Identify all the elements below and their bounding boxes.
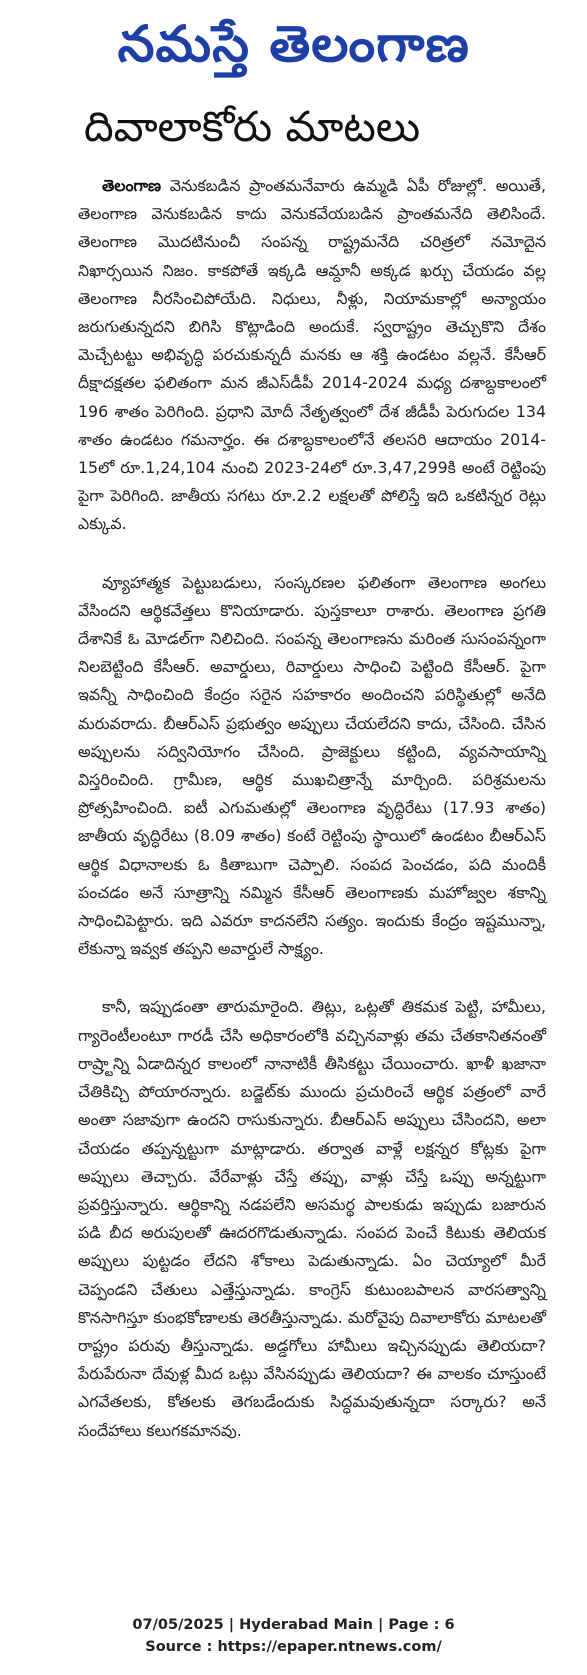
- article-headline: దివాలాకోరు మాటలు: [84, 102, 421, 151]
- masthead: [0, 8, 587, 80]
- article-body: [78, 172, 546, 1445]
- source-link[interactable]: Source : https://epaper.ntnews.com/: [145, 1639, 442, 1655]
- article-paragraph-3: [78, 993, 546, 1444]
- paragraph-text: కానీ, ఇప్పుడంతా తారుమారైంది. తిట్లు, ఒట్లతో తికమక పెట్టి, హామీలు, గ్యారెంటీలంటూ గారడీ చేసి అధికారంలోకి వచ్చినవాళ్లు తమ చేతకానితనంతో రాష్ర్టాన్ని ఏడాదిన్నర కాలంలో నానాటికీ తీసికట్టు చేయించారు. ఖాళీ ఖజానా చేతికిచ్చి పోయారన్నారు. బడ్జెట్‌కు ముందు ప్రచురించే ఆర్థిక పత్రంలో వారే అంతా సజావుగా ఉందని రాసుకున్నారు. బీఆర్ఎస్ అప్పులు చేసిందని, అలా చేయడం తప్పన్నట్టుగా మాట్లాడారు. తర్వాత వాళ్లే లక్షన్నర కోట్లకు పైగా అప్పులు తెచ్చారు. వేరేవాళ్లు చేస్తే తప్పు, వాళ్లు చేస్తే ఒప్పు అన్నట్టుగా ప్రవర్తిస్తున్నారు. ఆర్థికాన్ని నడపలేని అసమర్థ పాలకుడు ఇప్పుడు బజారున పడి బీద అరుపులతో ఊదరగొడుతున్నాడు. సంపద పెంచే కిటుకు తెలియక అప్పులు పుట్టడం లేదని శోకాలు పెడుతున్నాడు. ఏం చెయ్యాలో మీరే చెప్పండని చేతులు ఎత్తేస్తున్నాడు. కాంగ్రెస్ కుటుంబపాలన వారసత్వాన్ని కొనసాగిస్తూ కుంభకోణాలకు తెరతీస్తున్నాడు. మరోవైపు దివాలాకోరు మాటలతో రాష్ట్రం పరువు తీస్తున్నాడు. అడ్డగోలు హామీలు ఇచ్చినప్పుడు తెలియదా? పేరుపేరునా దేవుళ్ల మీద ఒట్లు వేసినప్పుడు తెలియదా? ఈ వాలకం చూస్తుంటే ఎగవేతలకు, కోతలకు తెగబడేందుకు సిద్ధమవుతున్నదా సర్కారు? అనే సందేహాలు కలుగకమానవు.: [78, 997, 546, 1440]
- article-paragraph-1: [78, 172, 546, 539]
- lead-word: తెలంగాణ: [102, 176, 162, 195]
- paragraph-text: వ్యూహాత్మక పెట్టుబడులు, సంస్కరణల ఫలితంగా తెలంగాణ అంగలు వేసిందని ఆర్థికవేత్తలు కొనియాడారు. పుస్తకాలూ రాశారు. తెలంగాణ ప్రగతి దేశానికే ఓ మోడల్‌గా నిలిచింది. సంపన్న తెలంగాణను మరింత సుసంపన్నంగా నిలబెట్టింది కేసీఆర్. అవార్డులు, రివార్డులు సాధించి పెట్టింది కేసీఆర్. పైగా ఇవన్నీ సాధించింది కేంద్రం సరైన సహకారం అందించని పరిస్థితుల్లో అనేది మరువరాదు. బీఆర్ఎస్ ప్రభుత్వం అప్పులు చేయలేదని కాదు, చేసింది. చేసిన అప్పులను సద్వినియోగం చేసింది. ప్రాజెక్టులు కట్టింది, వ్యవసాయాన్ని విస్తరించింది. గ్రామీణ, ఆర్థిక ముఖచిత్రాన్నే మార్చింది. పరిశ్రమలను ప్రోత్సహించింది. ఐటీ ఎగుమతుల్లో తెలంగాణ వృద్ధిరేటు (17.93 శాతం) జాతీయ వృద్ధిరేటు (8.09 శాతం) కంటే రెట్టింపు స్థాయిలో ఉండటం బీఆర్ఎస్ ఆర్థిక విధానాలకు ఓ కితాబుగా చెప్పాలి. సంపద పెంచడం, పది మందికీ పంచడం అనే సూత్రాన్ని నమ్మిన కేసీఆర్ తెలంగాణకు మహోజ్వల శకాన్ని సాధించిపెట్టారు. ఇది ఎవరూ కాదనలేని సత్యం. ఇందుకు కేంద్రం ఇష్టమున్నా, లేకున్నా ఇవ్వక తప్పని అవార్డులే సాక్ష్యం.: [78, 572, 546, 959]
- page-footer: [0, 1614, 587, 1658]
- edition-info: 07/05/2025 | Hyderabad Main | Page : 6: [132, 1617, 455, 1633]
- article-paragraph-2: [78, 569, 546, 964]
- paragraph-text: వెనుకబడిన ప్రాంతమనేవారు ఉమ్మడి ఏపీ రోజుల్లో. అయితే, తెలంగాణ వెనుకబడిన కాదు వెనుకవేయబడిన ప్రాంతమనేది తెలిసిందే. తెలంగాణ మొదటినుంచీ సంపన్న రాష్ట్రమనేది చరిత్రలో నమోదైన నిఖార్సయిన నిజం. కాకపోతే ఇక్కడి ఆమ్దానీ అక్కడ ఖర్చు చేయడం వల్ల తెలంగాణ నీరసించిపోయేది. నిధులు, నీళ్లు, నియామకాల్లో అన్యాయం జరుగుతున్నదని బిగిసి కొట్లాడింది అందుకే. స్వరాష్ట్రం తెచ్చుకొని దేశం మెచ్చేటట్టు అభివృద్ధి పరచుకున్నదీ మనకు ఆ శక్తి ఉండటం వల్లనే. కేసీఆర్ దీక్షాదక్షతల ఫలితంగా మన జీఎస్‌డీపీ 2014-2024 మధ్య దశాబ్దకాలంలో 196 శాతం పెరిగింది. ప్రధాని మోదీ నేతృత్వంలో దేశ జీడీపీ పెరుగుదల 134 శాతం ఉండటం గమనార్హం. ఈ దశాబ్దకాలంలోనే తలసరి ఆదాయం 2014-15లో రూ.1,24,104 నుంచి 2023-24లో రూ.3,47,299కి అంటే రెట్టింపు పైగా పెరిగింది. జాతీయ సగటు రూ.2.2 లక్షలతో పోలిస్తే ఇది ఒకటిన్నర రెట్లు ఎక్కువ.: [78, 176, 546, 534]
- newspaper-logo: నమస్తే తెలంగాణ: [117, 15, 470, 73]
